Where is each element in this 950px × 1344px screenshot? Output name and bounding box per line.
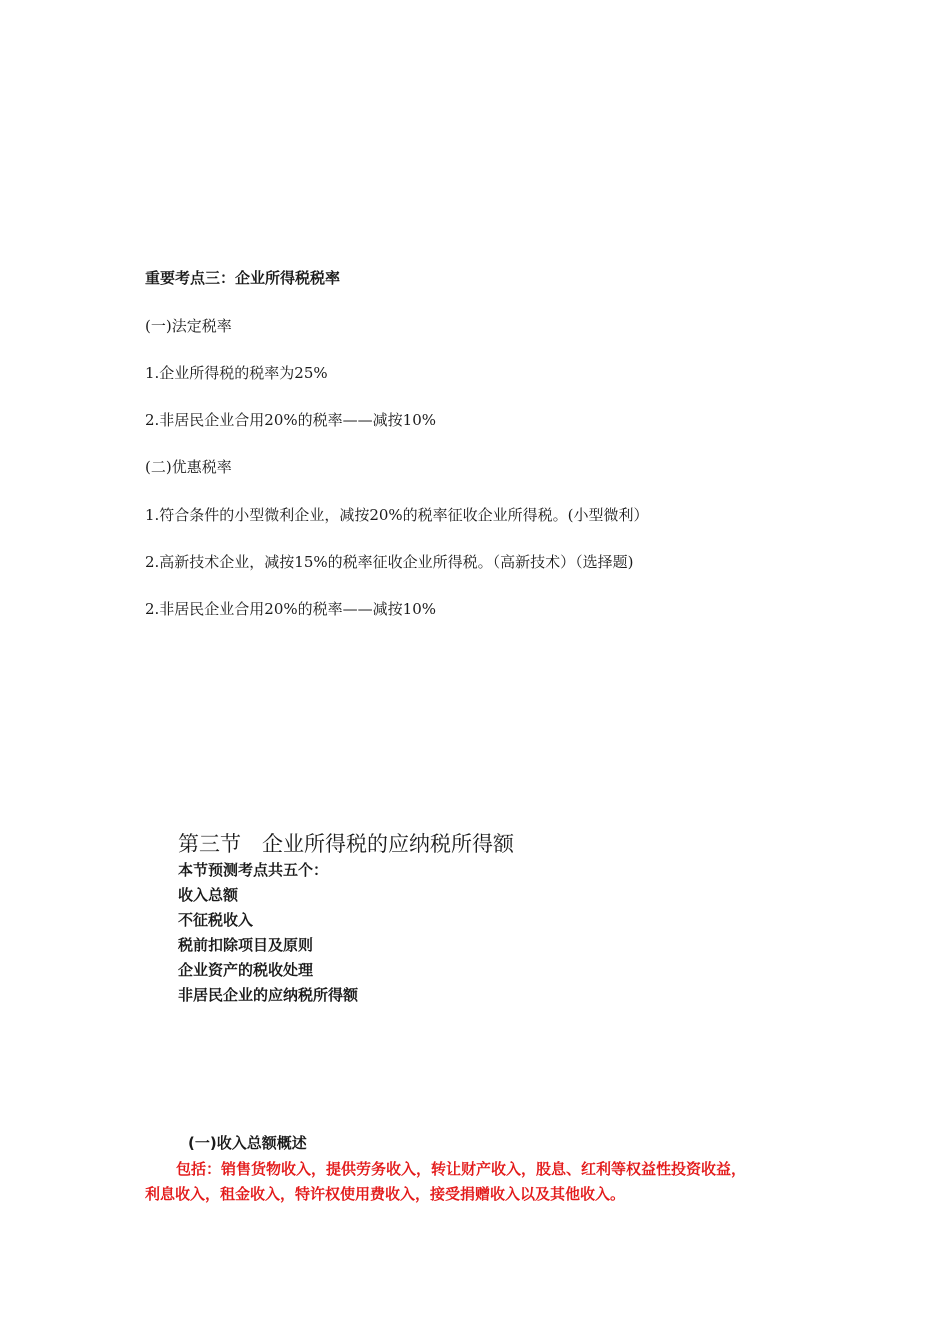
point-item: 非居民企业的应纳税所得额 — [178, 986, 359, 1004]
rate-item-2: 2.非居民企业合用20%的税率——减按10% — [145, 411, 436, 429]
section-heading: 第三节 企业所得税的应纳税所得额 — [178, 832, 514, 856]
point-item: 企业资产的税收处理 — [178, 961, 314, 979]
preferential-item-1: 1.符合条件的小型微利企业，减按20%的税率征收企业所得税。(小型微利） — [145, 506, 649, 524]
rate-item-1: 1.企业所得税的税率为25% — [145, 364, 328, 382]
point-item: 不征税收入 — [178, 911, 254, 929]
income-description-line-2: 利息收入，租金收入，特许权使用费收入，接受捐赠收入以及其他收入。 — [145, 1185, 626, 1203]
subsection-statutory-rate: (一)法定税率 — [145, 317, 232, 335]
income-overview-title: (一)收入总额概述 — [188, 1134, 307, 1152]
subsection-preferential-rate: (二)优惠税率 — [145, 458, 232, 476]
key-point-title: 重要考点三：企业所得税税率 — [145, 269, 341, 287]
preferential-item-3: 2.非居民企业合用20%的税率——减按10% — [145, 600, 436, 618]
income-description-line-1: 包括：销售货物收入，提供劳务收入，转让财产收入，股息、红利等权益性投资收益， — [176, 1160, 747, 1178]
section-intro: 本节预测考点共五个： — [178, 861, 329, 879]
point-item: 收入总额 — [178, 886, 239, 904]
point-item: 税前扣除项目及原则 — [178, 936, 314, 954]
preferential-item-2: 2.高新技术企业，减按15%的税率征收企业所得税。（高新技术）（选择题) — [145, 553, 634, 571]
